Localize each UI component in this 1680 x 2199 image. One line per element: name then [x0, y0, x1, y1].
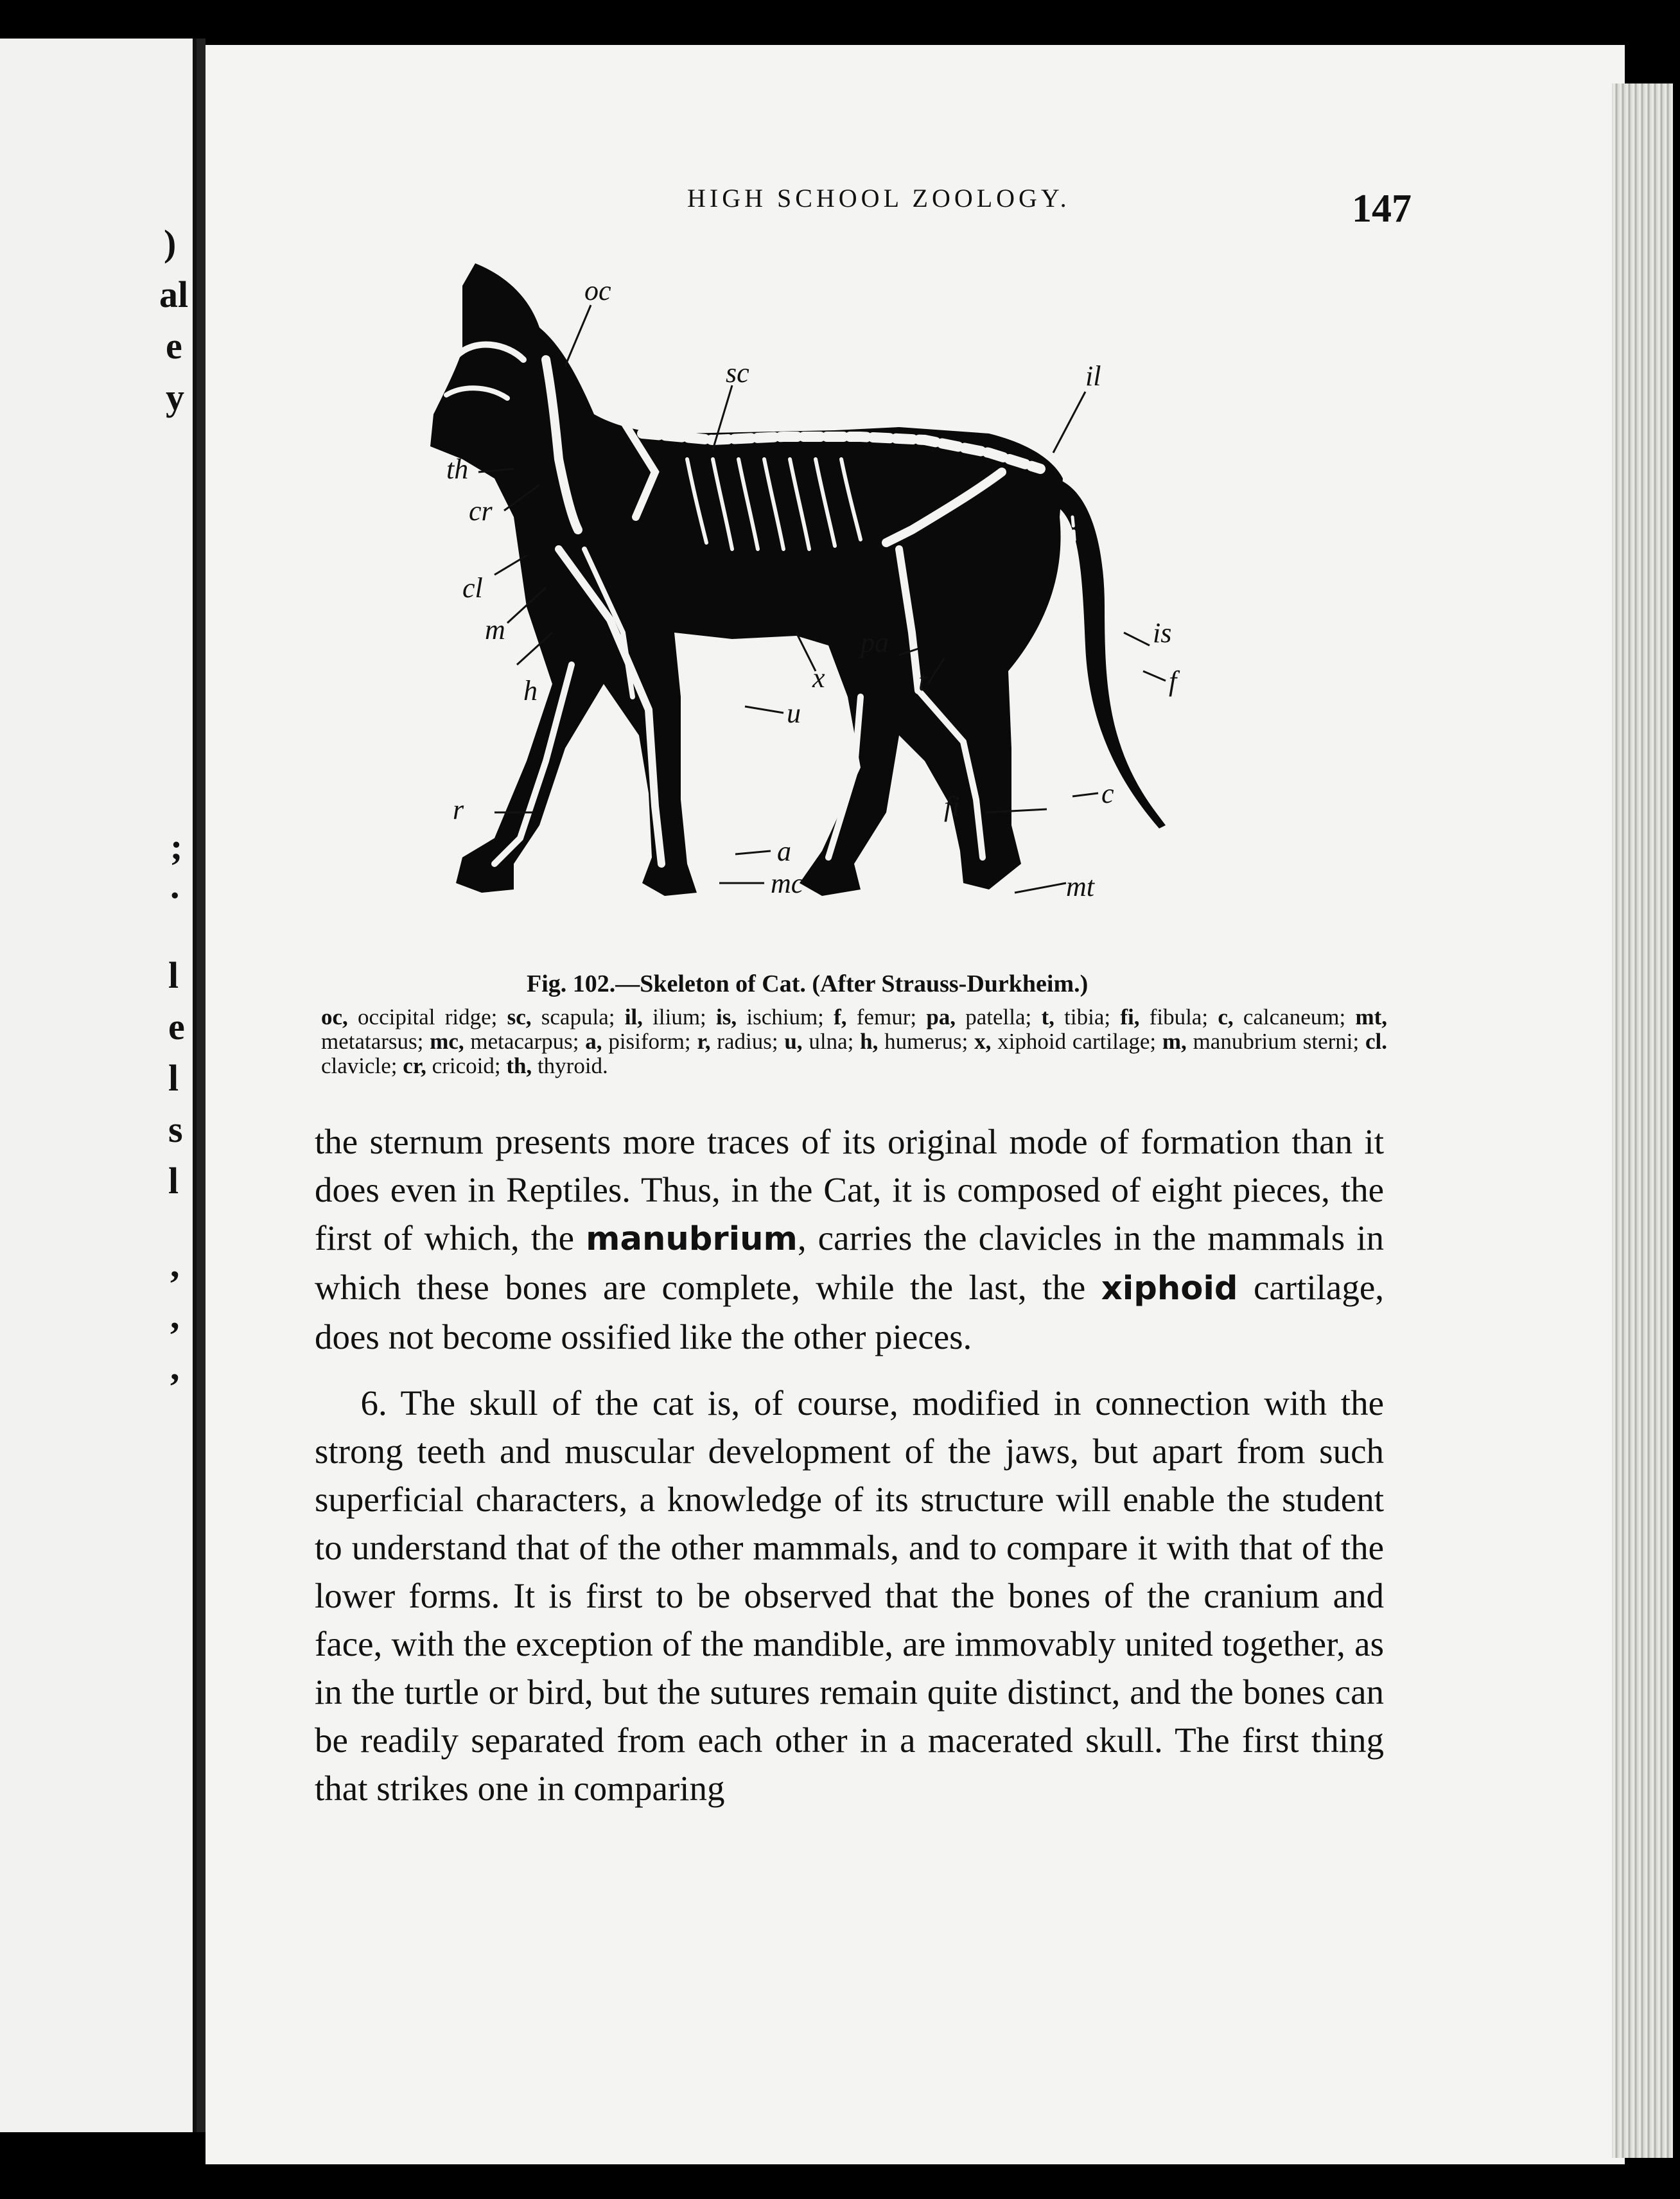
- legend-text: occipital ridge;: [358, 1004, 498, 1029]
- legend-entry: [697, 1029, 778, 1054]
- legend-entry: [1042, 1004, 1111, 1029]
- edge-fragment: s: [168, 1108, 183, 1150]
- legend-entry: [974, 1029, 1156, 1054]
- figure-label-sc: sc: [726, 357, 749, 389]
- legend-text: metatarsus;: [321, 1029, 424, 1054]
- edge-fragment: l: [168, 954, 179, 996]
- edge-fragment: ): [164, 222, 177, 264]
- edge-fragment: e: [168, 1006, 185, 1047]
- legend-text: clavicle;: [321, 1053, 398, 1078]
- legend-entry: [1162, 1029, 1359, 1054]
- figure-caption-title: Fig. 102.—Skeleton of Cat. (After Strauss-Durkheim.): [527, 970, 1089, 997]
- running-head: HIGH SCHOOL ZOOLOGY.: [687, 184, 1071, 213]
- legend-abbr: is,: [716, 1004, 737, 1029]
- figure-label-mc: mc: [771, 868, 804, 899]
- legend-text: scapula;: [541, 1004, 615, 1029]
- legend-abbr: mt,: [1355, 1004, 1387, 1029]
- legend-abbr: m,: [1162, 1029, 1187, 1054]
- legend-entry: [506, 1053, 608, 1078]
- legend-abbr: r,: [697, 1029, 711, 1054]
- legend-abbr: cl.: [1365, 1029, 1388, 1054]
- legend-abbr: x,: [974, 1029, 992, 1054]
- legend-entry: [926, 1004, 1031, 1029]
- page-number: 147: [1352, 187, 1412, 231]
- legend-abbr: a,: [585, 1029, 602, 1054]
- left-page-margin: [0, 39, 197, 2132]
- legend-entry: [716, 1004, 824, 1029]
- legend-text: patella;: [965, 1004, 1032, 1029]
- cat-silhouette: [430, 263, 1166, 896]
- figure-label-oc: oc: [584, 275, 611, 306]
- legend-entry: [430, 1029, 579, 1054]
- figure-label-x: x: [812, 662, 825, 694]
- figure-label-cr: cr: [469, 495, 493, 527]
- legend-entry: [321, 1004, 497, 1029]
- figure-label-is: is: [1153, 617, 1172, 649]
- legend-abbr: il,: [624, 1004, 643, 1029]
- edge-fragment: e: [166, 325, 182, 367]
- figure-legend: [321, 1005, 1387, 1078]
- legend-entry: [625, 1004, 706, 1029]
- edge-fragment: l: [168, 1160, 179, 1202]
- legend-entry: [784, 1029, 853, 1054]
- paragraph-sternum: [315, 1117, 1384, 1361]
- legend-abbr: pa,: [926, 1004, 956, 1029]
- figure-label-u: u: [787, 697, 801, 729]
- figure-label-il: il: [1085, 360, 1101, 392]
- edge-fragment: al: [159, 274, 189, 315]
- legend-text: cricoid;: [432, 1053, 501, 1078]
- cat-skeleton-illustration: [411, 247, 1323, 967]
- paragraph-text: cartilage, does not become ossified like the other pieces.: [315, 1268, 1384, 1356]
- page-stack-edge: [1612, 83, 1673, 2158]
- legend-text: ischium;: [746, 1004, 824, 1029]
- figure-label-cl: cl: [462, 572, 483, 604]
- legend-entry: [1218, 1004, 1345, 1029]
- legend-abbr: sc,: [507, 1004, 532, 1029]
- figure-label-r: r: [453, 794, 464, 825]
- figure-label-c: c: [1101, 778, 1114, 809]
- figure-label-h: h: [523, 675, 538, 706]
- legend-text: fibula;: [1149, 1004, 1209, 1029]
- figure-label-mt: mt: [1066, 871, 1094, 902]
- legend-abbr: f,: [834, 1004, 847, 1029]
- edge-fragment: ,: [170, 1243, 180, 1285]
- paragraph-skull: 6. The skull of the cat is, of course, modified in connection with the strong teeth and muscular development of the jaws, but apart from such superficial characters, a knowledge of its structure will enable the student to understand that of the other mammals, and to compare it with that of the lower forms. It is first to be observed that the bones of the cranium and face, with the exception of the mandible, are immovably united together, as in the turtle or bird, but the sutures remain quite distinct, and the bones can be readily separated from each other in a macerated skull. The first thing that strikes one in comparing: [315, 1383, 1384, 1808]
- legend-text: ulna;: [809, 1029, 854, 1054]
- edge-fragment: ;: [170, 826, 183, 868]
- paragraph-text: , carries the clavicles in the mammals in which these bones are complete, while the last, the: [315, 1218, 1384, 1307]
- figure-label-pa: pa: [861, 627, 889, 658]
- legend-text: thyroid.: [537, 1053, 608, 1078]
- legend-abbr: t,: [1041, 1004, 1054, 1029]
- legend-text: radius;: [717, 1029, 778, 1054]
- cat-skeleton-figure: [411, 247, 1323, 967]
- term-manubrium: manubrium: [586, 1220, 798, 1258]
- figure-label-th: th: [446, 453, 469, 485]
- legend-abbr: mc,: [430, 1029, 464, 1054]
- legend-text: xiphoid cartilage;: [997, 1029, 1157, 1054]
- legend-entry: [507, 1004, 615, 1029]
- paragraph-text: the sternum presents more traces of its original mode of formation than it does even in Reptiles. Thus, in the Cat, it is composed of eight pieces, the first of which, the: [315, 1122, 1384, 1257]
- edge-fragment: y: [166, 376, 184, 418]
- legend-abbr: c,: [1218, 1004, 1234, 1029]
- legend-entry: [834, 1004, 916, 1029]
- legend-entry: [1120, 1004, 1208, 1029]
- legend-text: metacarpus;: [470, 1029, 579, 1054]
- edge-fragment: .: [170, 864, 180, 906]
- figure-label-t: t: [918, 665, 927, 697]
- legend-text: calcaneum;: [1243, 1004, 1346, 1029]
- legend-text: tibia;: [1064, 1004, 1111, 1029]
- edge-fragment: l: [168, 1057, 179, 1099]
- legend-text: ilium;: [652, 1004, 706, 1029]
- figure-label-f: f: [1169, 665, 1177, 697]
- legend-text: femur;: [856, 1004, 917, 1029]
- legend-abbr: h,: [860, 1029, 879, 1054]
- edge-fragment: ,: [170, 1295, 180, 1336]
- legend-abbr: u,: [784, 1029, 803, 1054]
- legend-abbr: fi,: [1120, 1004, 1140, 1029]
- body-text: [315, 1117, 1384, 1812]
- edge-fragment: ,: [170, 1346, 180, 1388]
- legend-abbr: cr,: [403, 1053, 426, 1078]
- legend-entry: [403, 1053, 500, 1078]
- legend-abbr: oc,: [321, 1004, 348, 1029]
- figure-label-a: a: [777, 836, 791, 867]
- book-binding-gutter: [197, 39, 206, 2132]
- legend-abbr: th,: [506, 1053, 532, 1078]
- legend-text: manubrium sterni;: [1193, 1029, 1360, 1054]
- legend-text: pisiform;: [608, 1029, 691, 1054]
- legend-text: humerus;: [884, 1029, 968, 1054]
- figure-label-m: m: [485, 614, 505, 645]
- legend-entry: [860, 1029, 968, 1054]
- term-xiphoid: xiphoid: [1101, 1270, 1238, 1308]
- legend-entry: [585, 1029, 690, 1054]
- figure-label-fi: fi: [944, 791, 960, 822]
